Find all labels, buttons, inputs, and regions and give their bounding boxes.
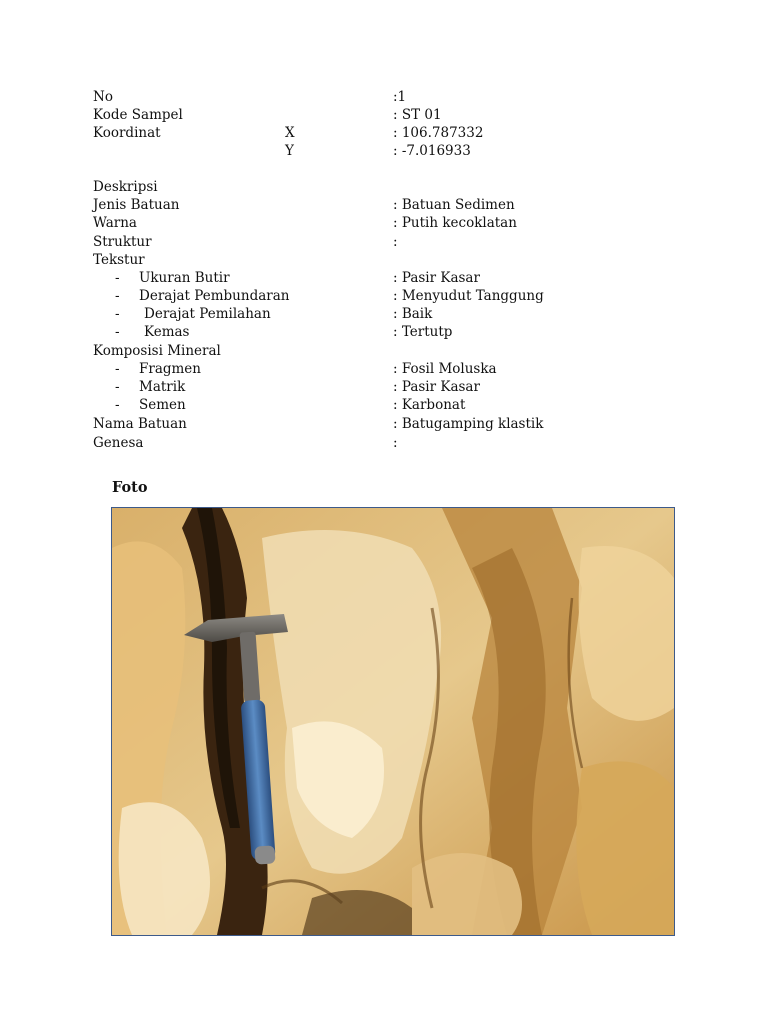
list-dash: -	[115, 379, 120, 395]
value-genesa: :	[393, 435, 398, 451]
list-dash: -	[115, 324, 120, 340]
label-kemas: Kemas	[144, 324, 190, 340]
label-genesa: Genesa	[93, 435, 144, 451]
list-dash: -	[115, 270, 120, 286]
label-jenis-batuan: Jenis Batuan	[93, 197, 180, 213]
row-fragmen	[93, 360, 693, 378]
row-struktur	[93, 233, 693, 251]
value-warna: : Putih kecoklatan	[393, 215, 517, 231]
label-fragmen: Fragmen	[139, 361, 201, 377]
value-no: :1	[393, 89, 407, 105]
heading-deskripsi: Deskripsi	[93, 179, 158, 195]
list-dash: -	[115, 361, 120, 377]
label-warna: Warna	[93, 215, 137, 231]
label-ukuran-butir: Ukuran Butir	[139, 270, 230, 286]
row-derajat-pemilahan	[93, 305, 693, 323]
rock-outcrop-illustration	[112, 508, 674, 935]
label-kode-sampel: Kode Sampel	[93, 107, 183, 123]
row-deskripsi	[93, 178, 693, 196]
value-kemas: : Tertutp	[393, 324, 453, 340]
row-kode-sampel	[93, 106, 693, 124]
row-semen	[93, 396, 693, 414]
label-struktur: Struktur	[93, 234, 152, 250]
list-dash: -	[115, 397, 120, 413]
value-x: : 106.787332	[393, 125, 484, 141]
value-matrik: : Pasir Kasar	[393, 379, 480, 395]
row-jenis-batuan	[93, 196, 693, 214]
row-ukuran-butir	[93, 269, 693, 287]
label-koordinat: Koordinat	[93, 125, 161, 141]
label-derajat-pemilahan: Derajat Pemilahan	[144, 306, 271, 322]
label-derajat-pembundaran: Derajat Pembundaran	[139, 288, 290, 304]
label-y: Y	[285, 143, 294, 159]
list-dash: -	[115, 306, 120, 322]
row-nama-batuan	[93, 415, 693, 433]
label-matrik: Matrik	[139, 379, 186, 395]
rock-outcrop-photo	[111, 507, 675, 936]
value-derajat-pembundaran: : Menyudut Tanggung	[393, 288, 544, 304]
label-no: No	[93, 89, 113, 105]
label-komposisi-mineral: Komposisi Mineral	[93, 343, 221, 359]
value-struktur: :	[393, 234, 398, 250]
list-dash: -	[115, 288, 120, 304]
value-semen: : Karbonat	[393, 397, 466, 413]
value-kode-sampel: : ST 01	[393, 107, 442, 123]
value-y: : -7.016933	[393, 143, 471, 159]
label-x: X	[285, 125, 295, 141]
row-genesa	[93, 434, 693, 452]
value-ukuran-butir: : Pasir Kasar	[393, 270, 480, 286]
row-warna	[93, 214, 693, 232]
value-nama-batuan: : Batugamping klastik	[393, 416, 544, 432]
value-fragmen: : Fosil Moluska	[393, 361, 497, 377]
value-jenis-batuan: : Batuan Sedimen	[393, 197, 515, 213]
foto-title: Foto	[112, 479, 148, 496]
label-nama-batuan: Nama Batuan	[93, 416, 187, 432]
row-matrik	[93, 378, 693, 396]
label-semen: Semen	[139, 397, 186, 413]
row-koordinat-y	[93, 142, 693, 160]
row-kemas	[93, 323, 693, 341]
row-derajat-pembundaran	[93, 287, 693, 305]
label-tekstur: Tekstur	[93, 252, 145, 268]
row-koordinat-x	[93, 124, 693, 142]
value-derajat-pemilahan: : Baik	[393, 306, 433, 322]
row-no	[93, 88, 693, 106]
row-tekstur	[93, 251, 693, 269]
row-komposisi-mineral	[93, 342, 693, 360]
